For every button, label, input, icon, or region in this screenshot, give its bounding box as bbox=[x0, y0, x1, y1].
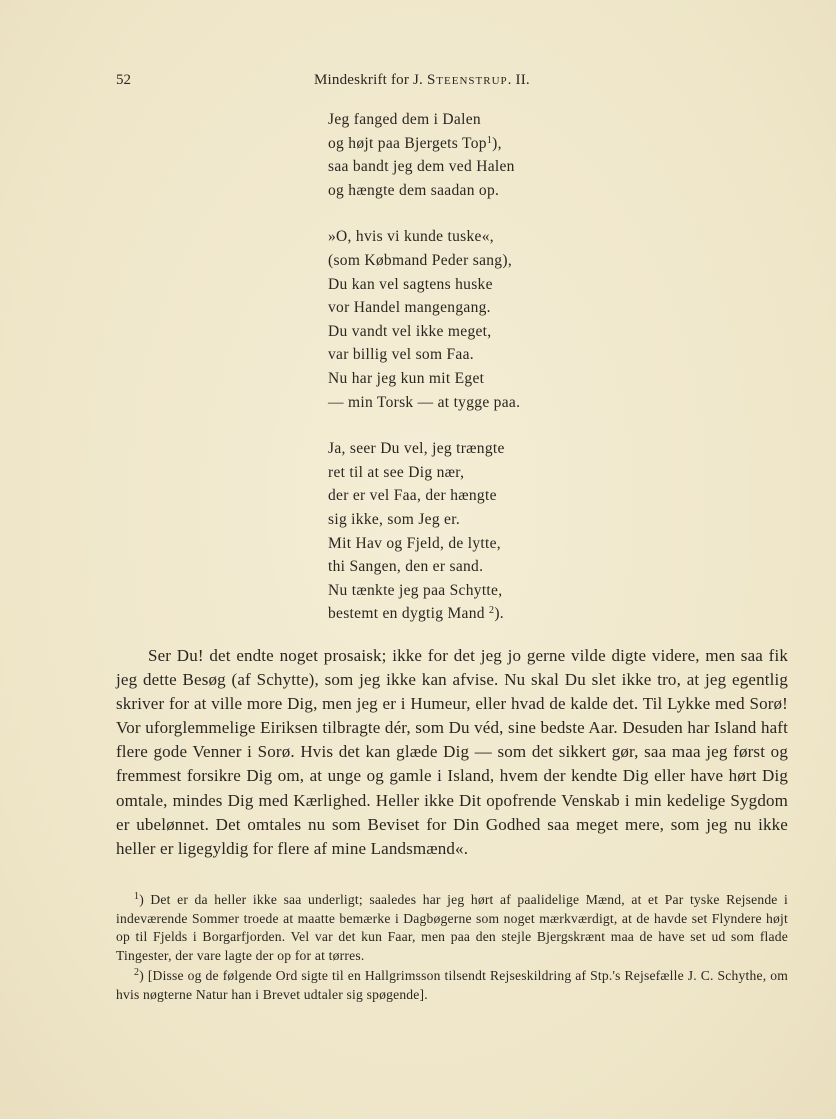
running-head-name: Steenstrup bbox=[426, 72, 508, 88]
poem-line: Du kan vel sagtens huske bbox=[328, 275, 493, 293]
footnote-marker: 1 bbox=[134, 891, 140, 902]
poem-line: thi Sangen, den er sand. bbox=[328, 558, 484, 576]
footnote-ref-2: 2 bbox=[489, 605, 495, 617]
footnote-ref-1: 1 bbox=[486, 134, 493, 146]
poem-line bbox=[328, 602, 628, 626]
poem bbox=[328, 108, 628, 649]
poem-line: saa bandt jeg dem ved Halen bbox=[328, 158, 515, 176]
page-number: 52 bbox=[116, 72, 131, 88]
poem-line: Jeg fanged dem i Dalen bbox=[328, 111, 481, 128]
footnote-text: ) Det er da heller ikke saa underligt; saaledes har jeg hørt af paalidelige Mænd, at et Par tyske Rejsende i indeværende Sommer troede at maatte bemærke i Dagbøgerne som noget mærkværdigt, at de havde set Flyndere højt op til Fjelds i Borgarfjorden. Vel var det kun Faar, men paa den stejle Bjergskrænt maa de have set ud som flade Tingester, der vare lagte der op for at tørres. bbox=[116, 892, 788, 963]
footnotes bbox=[116, 891, 788, 1007]
poem-line: vor Handel mangengang. bbox=[328, 299, 491, 317]
footnote-2 bbox=[116, 967, 788, 1004]
footnote-1 bbox=[116, 891, 788, 965]
poem-line-text: bestemt en dygtig Mand bbox=[328, 605, 485, 623]
poem-line: Mit Hav og Fjeld, de lytte, bbox=[328, 534, 501, 552]
poem-line: — min Torsk — at tygge paa. bbox=[328, 393, 521, 411]
poem-line: der er vel Faa, der hængte bbox=[328, 487, 497, 505]
poem-line: Ja, seer Du vel, jeg trængte bbox=[328, 440, 505, 458]
poem-line: var billig vel som Faa. bbox=[328, 346, 474, 364]
running-head-prefix: Mindeskrift for J. bbox=[314, 72, 427, 88]
poem-line: sig ikke, som Jeg er. bbox=[328, 510, 461, 528]
stanza-1 bbox=[328, 108, 628, 202]
poem-line: »O, hvis vi kunde tuske«, bbox=[328, 228, 494, 246]
footnote-ref-1-tail: ), bbox=[492, 134, 502, 152]
body-text bbox=[116, 644, 788, 861]
poem-line: Nu har jeg kun mit Eget bbox=[328, 369, 485, 387]
stanza-2 bbox=[328, 225, 628, 414]
footnote-text: ) [Disse og de følgende Ord sigte til en Hallgrimsson tilsendt Rejseskildring af Stp.'s Rejsefælle J. C. Schythe, om hvis nøgterne Natur han i Brevet udtaler sig spøgende]. bbox=[116, 968, 788, 1002]
footnote-ref-2-tail: ). bbox=[494, 605, 504, 623]
running-head-suffix: . II. bbox=[507, 72, 530, 88]
poem-line bbox=[328, 132, 628, 156]
poem-line: og hængte dem saadan op. bbox=[328, 181, 500, 199]
poem-line-text: og højt paa Bjergets Top bbox=[328, 134, 487, 152]
running-head bbox=[314, 72, 530, 89]
poem-line: (som Købmand Peder sang), bbox=[328, 251, 512, 269]
footnote-marker: 2 bbox=[134, 967, 140, 979]
poem-line: Du vandt vel ikke meget, bbox=[328, 322, 492, 340]
poem-line: Nu tænkte jeg paa Schytte, bbox=[328, 581, 503, 599]
page-header bbox=[116, 72, 726, 96]
paragraph: Ser Du! det endte noget prosaisk; ikke for det jeg jo gerne vilde digte videre, men saa fik jeg dette Besøg (af Schytte), som jeg ikke kan afvise. Nu skal Du slet ikke tro, at jeg egentlig skriver for at ville more Dig, men jeg er i Humeur, eller hvad de kalde det. Til Lykke med Sorø! Vor uforglemmelige Eiriksen tilbragte dér, som Du véd, sine bedste Aar. Desuden har Island haft flere gode Venner i Sorø. Hvis det kan glæde Dig — som det sikkert gør, saa maa jeg først og fremmest forsikre Dig om, at unge og gamle i Island, hvem der kendte Dig eller have hørt Dig omtale, mindes Dig med Kærlighed. Heller ikke Dit opofrende Venskab i min kedelige Sygdom er ubelønnet. Det omtales nu som Beviset for Din Godhed saa meget mere, som jeg nu ikke heller er ligegyldig for flere af mine Landsmænd«. bbox=[116, 646, 788, 858]
poem-line: ret til at see Dig nær, bbox=[328, 463, 465, 481]
stanza-3 bbox=[328, 437, 628, 626]
